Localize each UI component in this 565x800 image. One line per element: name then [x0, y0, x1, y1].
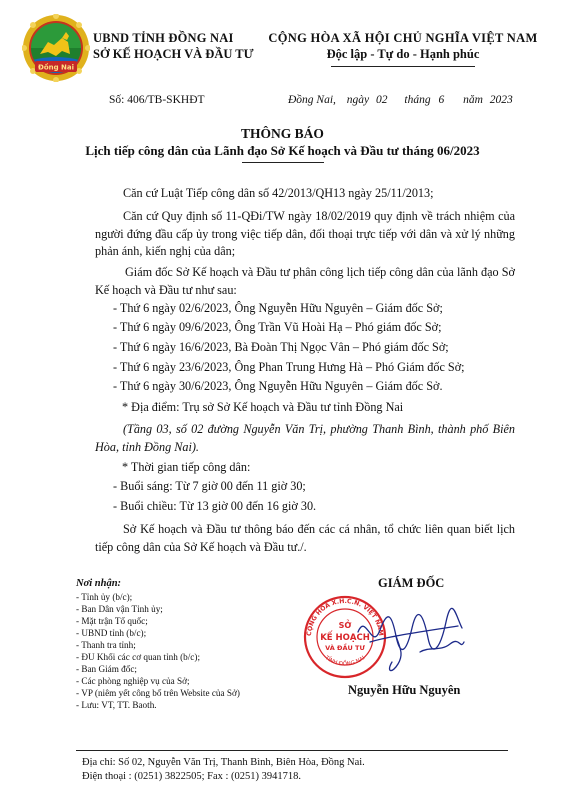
recipient-item: - UBND tỉnh (b/c); [76, 628, 147, 638]
date-month-word: tháng [404, 94, 431, 106]
recipients-label: Nơi nhận: [76, 578, 122, 589]
document-number: Số: 406/TB-SKHĐT [109, 94, 205, 106]
stamp-line-3: VÀ ĐẦU TƯ [325, 644, 365, 652]
schedule-item: - Thứ 6 ngày 30/6/2023, Ông Nguyễn Hữu Nguyên – Giám đốc Sở. [113, 379, 443, 393]
recipient-item: - VP (niêm yết công bố trên Website của Sở) [76, 688, 240, 698]
footer-phone: Điện thoại : (0251) 3822505; Fax : (0251) 3941718. [82, 771, 302, 782]
signer-position: GIÁM ĐỐC [378, 576, 445, 590]
official-stamp [300, 592, 470, 682]
national-motto: Độc lập - Tự do - Hạnh phúc [326, 47, 480, 61]
recipient-item: - Thanh tra tỉnh; [76, 640, 136, 650]
org-name-province: UBND TỈNH ĐỒNG NAI [93, 31, 234, 45]
recipient-item: - Ban Dân vận Tỉnh ủy; [76, 604, 163, 614]
motto-underline [331, 66, 475, 67]
stamp-line-2: KẾ HOẠCH [320, 633, 370, 643]
legal-basis-1: Căn cứ Luật Tiếp công dân số 42/2013/QH13 ngày 25/11/2013; [123, 186, 434, 200]
stamp-ring-text: CỘNG HÒA X.H.C.N. VIỆT NAM [305, 597, 385, 637]
recipient-item: - Các phòng nghiệp vụ của Sở; [76, 676, 190, 686]
date-day-word: ngày [346, 94, 370, 106]
footer-address: Địa chỉ: Số 02, Nguyễn Văn Trị, Thanh Bình, Biên Hòa, Đồng Nai. [82, 757, 365, 768]
stamp-bottom-text: TỈNH ĐỒNG NAI [323, 655, 367, 668]
date-month: 6 [438, 94, 445, 106]
recipient-item: - Lưu: VT, TT. Baoth. [76, 700, 157, 710]
logo-text: Đồng Nai [37, 63, 75, 72]
date-place [288, 94, 513, 106]
recipient-item: - Ban Giám đốc; [76, 664, 137, 674]
footer-divider [76, 750, 508, 751]
schedule-item: - Thứ 6 ngày 02/6/2023, Ông Nguyễn Hữu Nguyên – Giám đốc Sở; [113, 301, 443, 315]
date-year: 2023 [489, 94, 513, 106]
schedule-item: - Thứ 6 ngày 16/6/2023, Bà Đoàn Thị Ngọc Vân – Phó giám đốc Sở; [113, 340, 449, 354]
time-morning: - Buổi sáng: Từ 7 giờ 00 đến 11 giờ 30; [113, 479, 306, 493]
recipient-item: - ĐU Khối các cơ quan tỉnh (b/c); [76, 652, 200, 662]
org-name-department: SỞ KẾ HOẠCH VÀ ĐẦU TƯ [93, 47, 254, 61]
date-place-name: Đồng Nai, [288, 94, 336, 106]
date-year-word: năm [463, 94, 483, 106]
national-title: CỘNG HÒA XÃ HỘI CHỦ NGHĨA VIỆT NAM [268, 31, 538, 45]
stamp-line-1: SỞ [338, 621, 352, 630]
time-afternoon: - Buổi chiều: Từ 13 giờ 00 đến 16 giờ 30. [113, 499, 317, 513]
closing-paragraph: Sở Kế hoạch và Đầu tư thông báo đến các cá nhân, tổ chức liên quan biết lịch tiếp công dân của Sở Kế hoạch và Đầu tư./. [95, 522, 515, 554]
recipient-item: - Tỉnh ủy (b/c); [76, 592, 133, 602]
schedule-item: - Thứ 6 ngày 23/6/2023, Ông Phan Trung Hưng Hà – Phó Giám đốc Sở; [113, 360, 465, 374]
notice-subtitle: Lịch tiếp công dân của Lãnh đạo Sở Kế hoạch và Đầu tư tháng 06/2023 [85, 143, 480, 158]
legal-basis-2: Căn cứ Quy định số 11-QĐi/TW ngày 18/02/2019 quy định về trách nhiệm của người đứng đầu cấp ủy trong việc tiếp dân, đối thoại trực tiếp với dân và xử lý những phản ánh, kiến nghị của dân; [95, 209, 515, 258]
location-label: * Địa điểm: Trụ sở Sở Kế hoạch và Đầu tư tỉnh Đồng Nai [122, 400, 404, 414]
title-underline [242, 162, 324, 163]
location-detail: (Tầng 03, số 02 đường Nguyễn Văn Trị, phường Thanh Bình, thành phố Biên Hòa, tỉnh Đồng Nai). [95, 422, 515, 454]
signer-name: Nguyễn Hữu Nguyên [348, 683, 461, 697]
schedule-item: - Thứ 6 ngày 09/6/2023, Ông Trần Vũ Hoài Hạ – Phó giám đốc Sở; [113, 320, 442, 334]
notice-title: THÔNG BÁO [241, 126, 324, 141]
assignment-paragraph: Giám đốc Sở Kế hoạch và Đầu tư phân công lịch tiếp công dân của lãnh đạo Sở Kế hoạch và Đầu tư như sau: [95, 265, 515, 297]
svg-text:TỈNH ĐỒNG NAI [323, 655, 367, 668]
agency-logo [22, 14, 90, 82]
time-label: * Thời gian tiếp công dân: [122, 460, 251, 474]
recipient-item: - Mặt trận Tổ quốc; [76, 616, 148, 626]
date-day: 02 [376, 94, 388, 106]
